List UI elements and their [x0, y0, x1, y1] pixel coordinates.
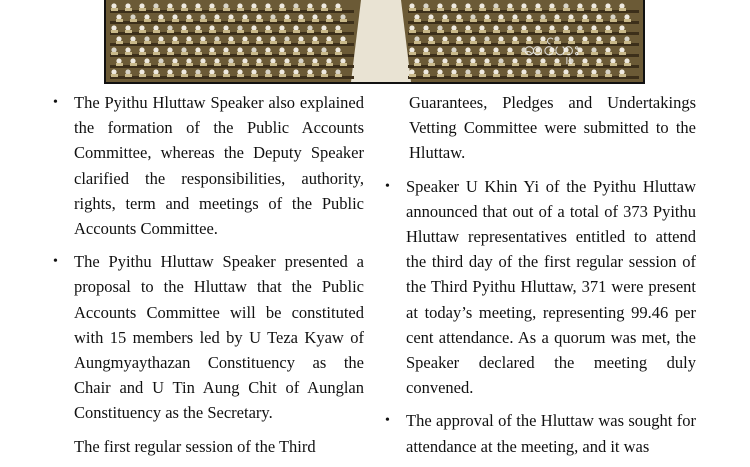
bullet-icon: •	[53, 254, 58, 270]
assembly-hall-photo	[104, 0, 645, 84]
list-item	[53, 249, 364, 425]
continuation-text: Guarantees, Pledges and Undertakings Vetting Committee were submitted to the Hluttaw.	[409, 93, 696, 163]
bullet-text: The Pyithu Hluttaw Speaker presented a proposal to the Hluttaw that the Public Accounts Committee will be constituted with 15 members led by U Teza Kyaw of Aungmyaythazan Constituency as the Chair and U Tin Aung Chit of Aunglan Constituency as the Secretary.	[74, 252, 364, 423]
bullet-text: The Pyithu Hluttaw Speaker also explained the formation of the Public Accounts Committee, whereas the Deputy Speaker clarified the responsibilities, authority, rights, term and meetings of the Public Accounts Committee.	[74, 93, 364, 239]
left-column	[53, 90, 364, 467]
bullet-icon: •	[53, 95, 58, 110]
bullet-icon: •	[385, 413, 390, 429]
watermark-logo: ဆင်ဟူး	[524, 36, 580, 60]
bullet-text: Speaker U Khin Yi of the Pyithu Hluttaw announced that out of a total of 373 Pyithu Hluttaw representatives entitled to attend the third day of the first regular session of the Third Pyithu Hluttaw, 371 were present at today’s meeting, representing 99.46 per cent attendance. As a quorum was met, the Speaker declared the meeting duly convened.	[406, 176, 696, 398]
list-item	[385, 174, 696, 401]
right-column	[385, 90, 696, 467]
list-item	[385, 408, 696, 458]
list-item	[53, 90, 364, 241]
bullet-text: The approval of the Hluttaw was sought for attendance at the meeting, and it was	[406, 411, 696, 456]
paragraph: The first regular session of the Third	[74, 436, 316, 456]
bullet-icon: •	[385, 178, 390, 194]
